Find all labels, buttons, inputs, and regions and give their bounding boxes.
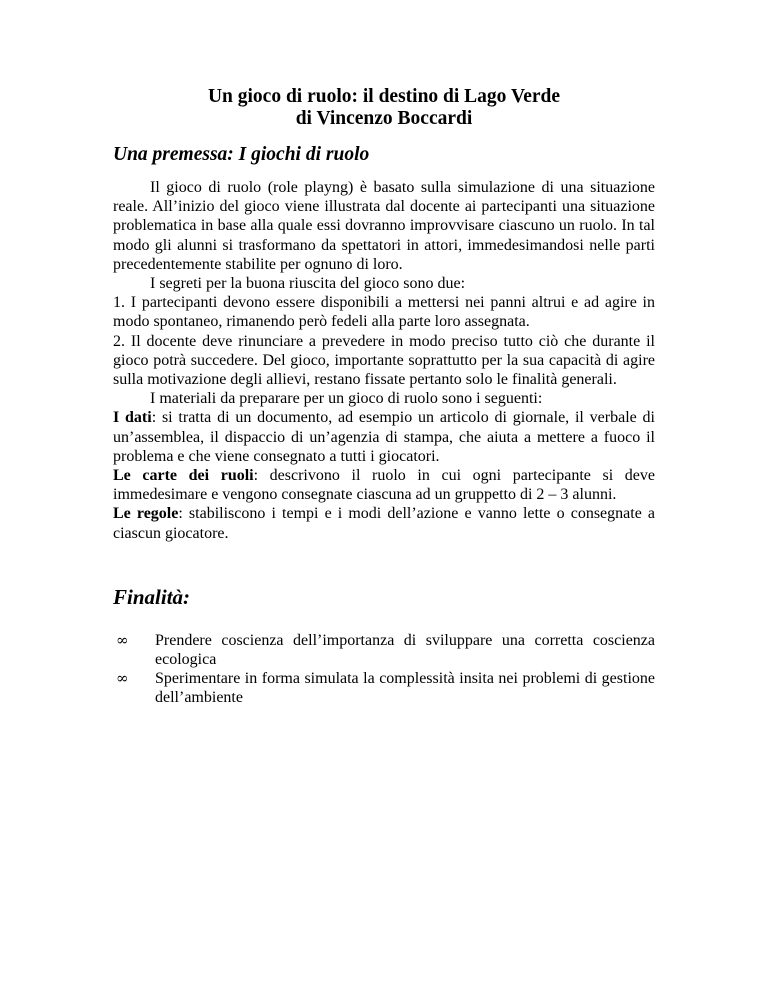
title-line-1: Un gioco di ruolo: il destino di Lago Verde [207, 86, 561, 107]
section-heading-premessa: Una premessa: I giochi di ruolo [113, 144, 370, 165]
list-item [113, 631, 655, 669]
paragraph-point-1: 1. I partecipanti devono essere disponibili a mettersi nei panni altrui e ad agire in modo spontaneo, rimanendo però fedeli alla parte loro assegnata. [113, 294, 655, 331]
infinity-bullet-icon: ∞ [116, 669, 129, 688]
title-line-2: di Vincenzo Boccardi [295, 108, 473, 129]
label-carte: Le carte dei ruoli [113, 467, 254, 485]
paragraph-carte [113, 466, 655, 504]
paragraph-intro: Il gioco di ruolo (role playng) è basato sulla simulazione di una situazione reale. All’inizio del gioco viene illustrata dal docente ai partecipanti una situazione problematica in base alla quale essi dovranno improvvisare ciascuno un ruolo. In tal modo gli alunni si trasformano da spettatori in attori, immedesimandosi nelle parti precedentemente stabilite per ognuno di loro. [113, 179, 655, 273]
list-item-text: Sperimentare in forma simulata la complessità insita nei problemi di gestione dell’ambiente [155, 670, 655, 707]
list-item-text: Prendere coscienza dell’importanza di sviluppare una corretta coscienza ecologica [155, 631, 655, 669]
text-carte: : descrivono il ruolo in cui ogni partecipante si deve immedesimare e vengono consegnate ciascuna ad un gruppetto di 2 – 3 alunni. [113, 467, 655, 504]
list-item [113, 669, 655, 707]
paragraph-regole [113, 504, 655, 542]
paragraph-dati [113, 408, 655, 466]
document-page [113, 0, 655, 708]
paragraph-point-2: 2. Il docente deve rinunciare a prevedere in modo preciso tutto ciò che durante il gioco potrà succedere. Del gioco, importante soprattutto per la sua capacità di agire sulla motivazione degli allievi, restano fissate pertanto solo le finalità generali. [113, 332, 655, 389]
paragraph-materiali: I materiali da preparare per un gioco di ruolo sono i seguenti: [150, 390, 543, 408]
premessa-body [113, 178, 655, 543]
section-heading-finalita: Finalità: [113, 584, 191, 609]
infinity-bullet-icon: ∞ [116, 630, 129, 649]
text-regole: : stabiliscono i tempi e i modi dell’azione e vanno lette o consegnate a ciascun giocatore. [113, 505, 656, 542]
paragraph-segreti: I segreti per la buona riuscita del gioco sono due: [150, 275, 466, 293]
finalita-list [113, 631, 655, 708]
label-regole: Le regole [113, 505, 179, 523]
document-title [113, 86, 655, 130]
text-dati: : si tratta di un documento, ad esempio un articolo di giornale, il verbale di un’assemblea, il dispaccio di un’agenzia di stampa, che aiuta a mettere a fuoco il problema e che viene consegnato a tutti i giocatori. [113, 409, 655, 465]
label-dati: I dati [113, 409, 152, 427]
